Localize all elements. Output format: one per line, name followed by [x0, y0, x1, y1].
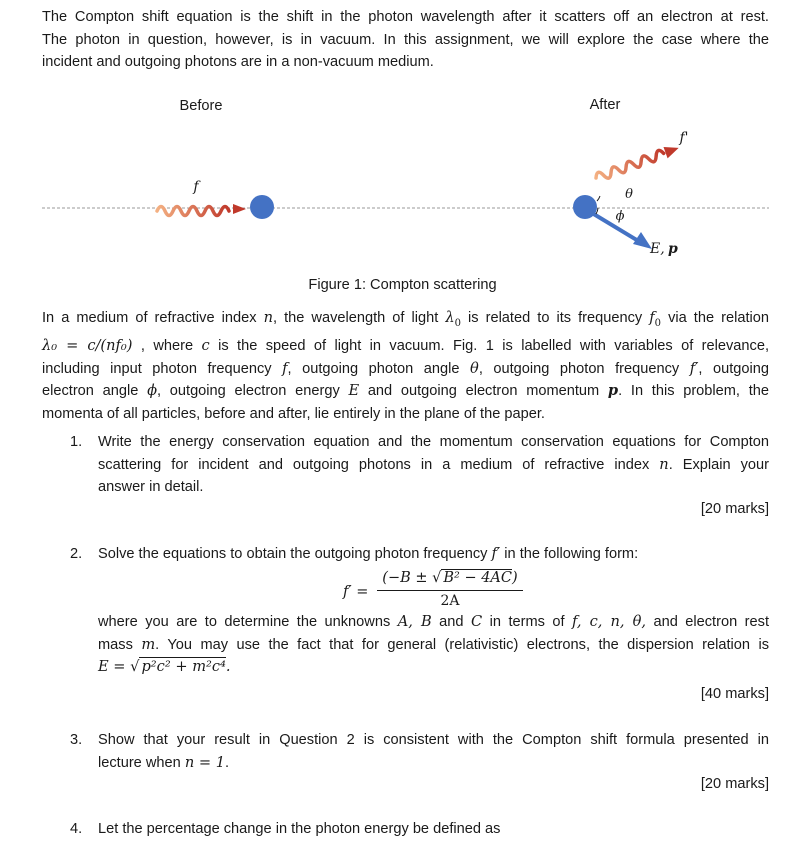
text: scattering for incident and outgoing photons in a medium of refractive index [98, 456, 660, 473]
q1-line-3: answer in detail. [98, 479, 204, 495]
electron-p-label: p [668, 241, 678, 257]
q1-line-2 [98, 454, 769, 477]
q1-marks: [20 marks] [700, 501, 769, 517]
var-theta: θ [470, 359, 479, 377]
var-phi: ϕ [147, 382, 158, 400]
f-label: f [193, 179, 199, 195]
theta-arc [597, 196, 600, 201]
after-label: After [589, 97, 621, 113]
phi-label: ϕ [615, 209, 625, 224]
var-n: n [263, 309, 273, 326]
theta-label: θ [625, 187, 633, 202]
q2-fraction [377, 568, 523, 611]
q3-marks: [20 marks] [700, 776, 769, 792]
text: , where [132, 338, 202, 355]
q2-line-3 [98, 634, 769, 657]
text: . Explain your [668, 456, 769, 473]
text: including input photon frequency [42, 360, 283, 377]
q1-number: 1. [70, 434, 83, 450]
intro-line-2: The photon in question, however, is in vacuum. In this assignment, we will explore the case where the [42, 31, 769, 48]
q2-line-4 [98, 656, 769, 679]
var-n: n [659, 455, 669, 473]
dispersion-end: . [225, 658, 231, 675]
var-lambda: λ [445, 309, 455, 326]
text: mass [98, 636, 142, 653]
q2-line-2 [98, 611, 769, 634]
q2-denominator: 2A [440, 593, 460, 609]
numerator-close: ) [512, 570, 518, 586]
var-f: f [649, 309, 655, 326]
text: where you are to determine the unknowns [98, 614, 398, 630]
q1-line-1: Write the energy conservation equation and the momentum conservation equations for Compton [98, 434, 769, 450]
subscript: 0 [454, 317, 461, 329]
figure-caption: Figure 1: Compton scattering [308, 277, 497, 293]
intro-line-1: The Compton shift equation is the shift in the photon wavelength after it scatters off an electron at rest. [42, 9, 769, 25]
var-list: f, c, n, θ, [572, 613, 646, 630]
f-prime-label: f' [679, 130, 689, 146]
var-c: c [201, 337, 210, 355]
text: is related to its frequency [460, 310, 650, 326]
q2-body [98, 611, 769, 679]
q1-body [98, 431, 769, 499]
intro-line-3: incident and outgoing photons are in a non-vacuum medium. [42, 54, 434, 70]
text: , outgoing photon angle [287, 360, 471, 377]
medium-line-5: momenta of all particles, before and after, lie entirely in the plane of the paper. [42, 405, 545, 422]
var-e: E [348, 382, 360, 400]
text: lecture when [98, 754, 185, 771]
q2-line-1 [98, 543, 769, 566]
compton-scattering-figure [0, 90, 805, 270]
incident-photon-arrowhead [233, 204, 246, 214]
var-p: p [607, 382, 619, 400]
outgoing-photon-wave [594, 149, 665, 182]
text: via the relation [661, 310, 769, 326]
q3-line-1: Show that your result in Question 2 is consistent with the Compton shift formula presented in [98, 732, 769, 748]
text: , outgoing electron energy [157, 383, 349, 400]
text: Solve the equations to obtain the outgoing photon frequency [98, 546, 492, 562]
text: . In this problem, the [618, 383, 769, 400]
medium-paragraph [42, 307, 769, 425]
medium-line-3 [42, 358, 769, 381]
q4-line-1: Let the percentage change in the photon energy be defined as [98, 821, 501, 837]
medium-line-4 [42, 380, 769, 403]
electron-before [250, 195, 274, 219]
var-f: f [282, 359, 288, 377]
dispersion-radicand: p²c² + m²c⁴ [141, 658, 226, 675]
text: In a medium of refractive index [42, 310, 264, 326]
n-equals-1: n = 1 [184, 753, 226, 771]
var-f-prime: f′ [491, 545, 501, 562]
wavelength-relation: λ₀ = c/(nf₀) [42, 337, 133, 355]
text: in the following form: [500, 546, 639, 562]
q2-eq-lhs: f′ = [343, 584, 369, 600]
q2-numerator [377, 568, 523, 588]
var-c: C [470, 613, 483, 630]
before-label: Before [179, 98, 223, 114]
outgoing-photon-arrowhead [663, 142, 680, 158]
text: and [431, 614, 471, 630]
medium-line-2 [42, 335, 769, 358]
text: and outgoing electron momentum [359, 383, 608, 400]
q3-line-2 [98, 752, 769, 775]
numerator-open: (−B ± √ [382, 570, 442, 586]
var-a-b: A, B [397, 613, 432, 630]
q2-marks: [40 marks] [700, 686, 769, 702]
text: , outgoing [698, 360, 769, 377]
q3-body [98, 729, 769, 774]
q3-number: 3. [70, 732, 83, 748]
text: electron angle [42, 383, 148, 400]
text: , outgoing photon frequency [478, 360, 690, 377]
subscript: 0 [654, 317, 662, 329]
numerator-radicand: B² − 4AC [443, 570, 513, 586]
text: , the wavelength of light [272, 310, 446, 326]
text: and electron rest [646, 614, 769, 630]
medium-line-1 [42, 307, 769, 335]
dispersion-lhs: E = √ [98, 658, 140, 675]
text: . You may use the fact that for general (relativistic) electrons, the dispersion relation is [155, 636, 769, 653]
electron-e-label: E, [650, 241, 665, 257]
q4-number: 4. [70, 821, 83, 837]
text: in terms of [482, 614, 573, 630]
var-f-prime: f′ [689, 359, 699, 377]
text: is the speed of light in vacuum. Fig. 1 is labelled with variables of relevance, [209, 338, 770, 355]
q2-number: 2. [70, 546, 83, 562]
var-m: m [141, 635, 156, 653]
outgoing-photon [594, 142, 681, 183]
intro-paragraph [42, 6, 769, 74]
text: . [225, 754, 230, 771]
